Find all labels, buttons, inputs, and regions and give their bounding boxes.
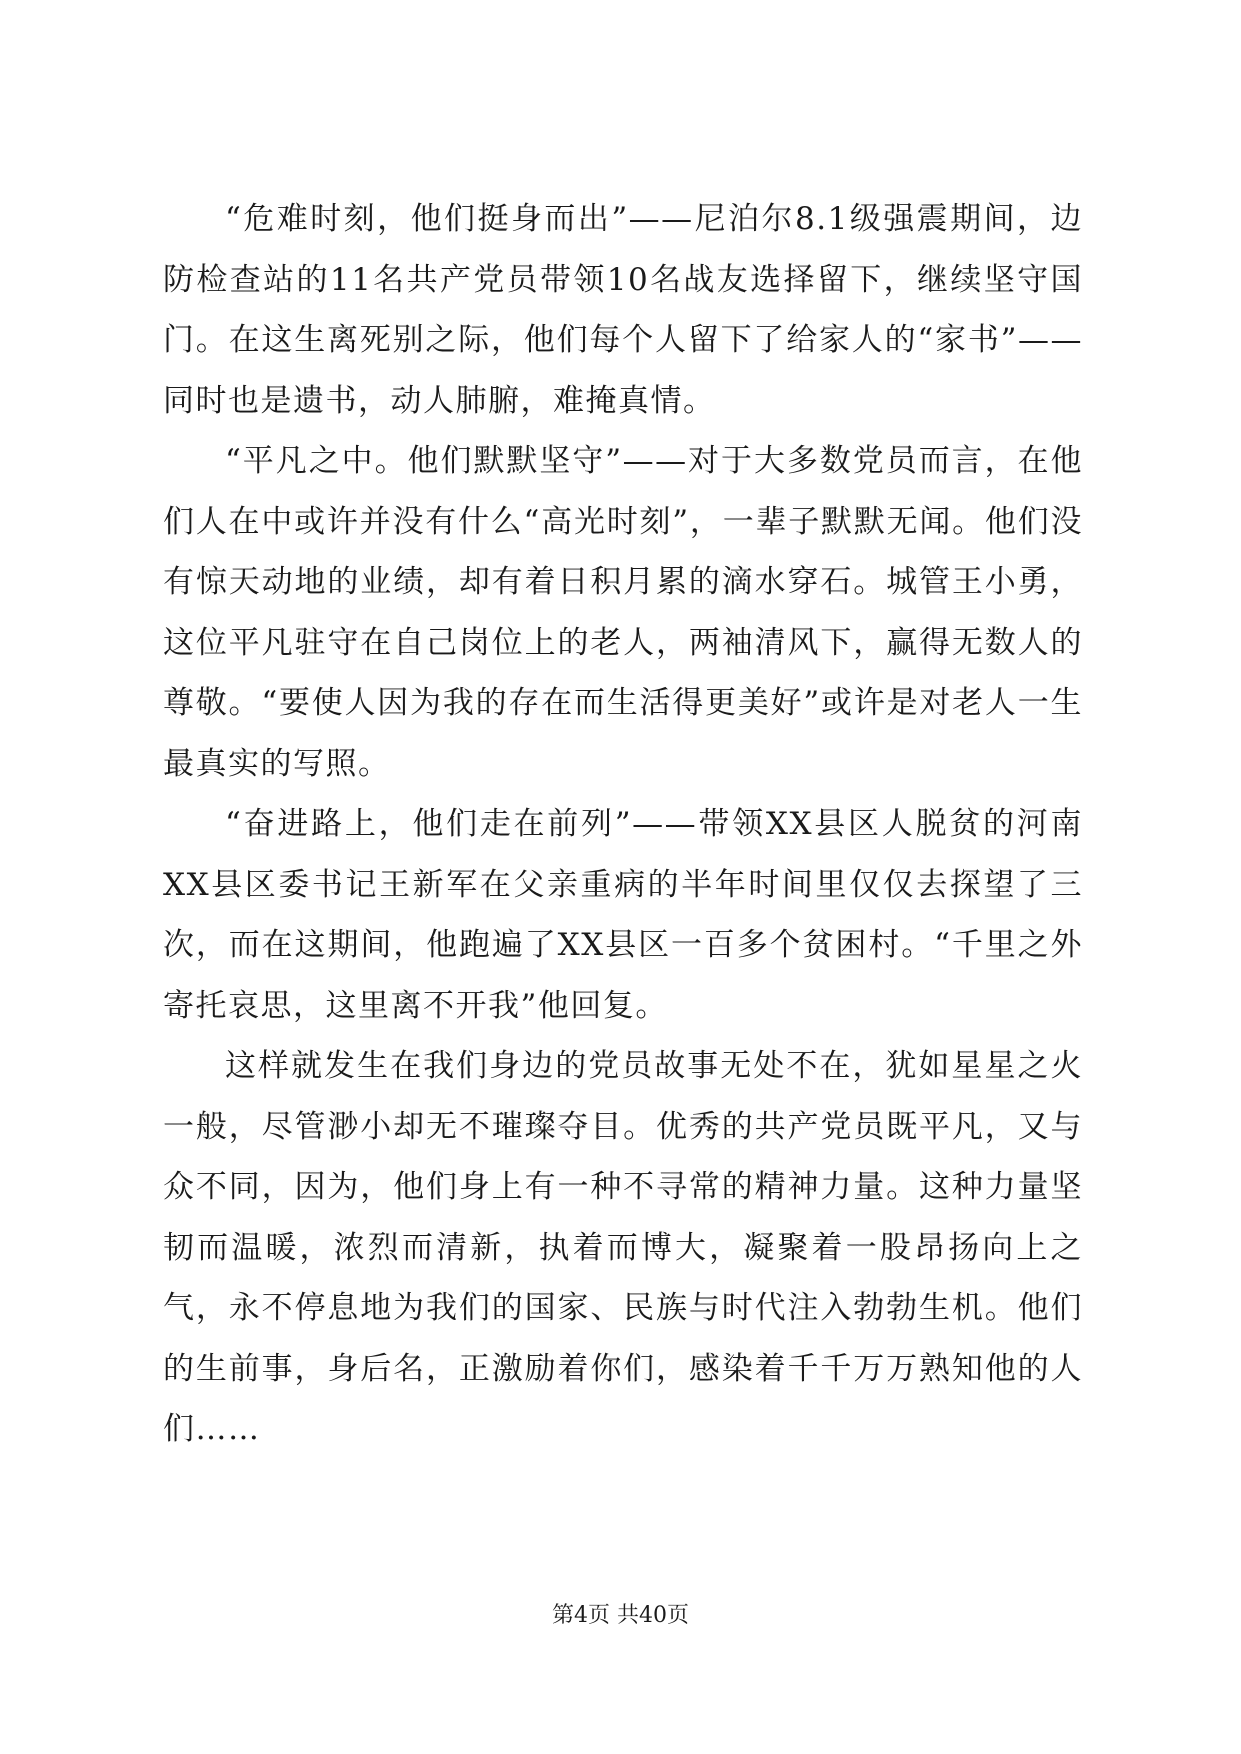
document-body	[163, 189, 1083, 1460]
page-footer: 第4页 共40页	[552, 1603, 689, 1628]
paragraph-summary: 这样就发生在我们身边的党员故事无处不在，犹如星星之火一般，尽管渺小却无不璀璨夺目。优秀的共产党员既平凡，又与众不同，因为，他们身上有一种不寻常的精神力量。这种力量坚韧而温暖，浓烈而清新，执着而博大，凝聚着一股昂扬向上之气，永不停息地为我们的国家、民族与时代注入勃勃生机。他们的生前事，身后名，正激励着你们，感染着千千万万熟知他的人们……	[163, 1048, 1083, 1447]
paragraph-forward: “奋进路上，他们走在前列”——带领XX县区人脱贫的河南XX县区委书记王新军在父亲重病的半年时间里仅仅去探望了三次，而在这期间，他跑遍了XX县区一百多个贫困村。“千里之外寄托哀思，这里离不开我”他回复。	[163, 806, 1083, 1024]
paragraph-crisis: “危难时刻，他们挺身而出”——尼泊尔8.1级强震期间，边防检查站的11名共产党员带领10名战友选择留下，继续坚守国门。在这生离死别之际，他们每个人留下了给家人的“家书”——同时也是遗书，动人肺腑，难掩真情。	[163, 201, 1083, 419]
paragraph-ordinary: “平凡之中。他们默默坚守”——对于大多数党员而言，在他们人在中或许并没有什么“高光时刻”，一辈子默默无闻。他们没有惊天动地的业绩，却有着日积月累的滴水穿石。城管王小勇，这位平凡驻守在自己岗位上的老人，两袖清风下，赢得无数人的尊敬。“要使人因为我的存在而生活得更美好”或许是对老人一生最真实的写照。	[163, 443, 1083, 782]
